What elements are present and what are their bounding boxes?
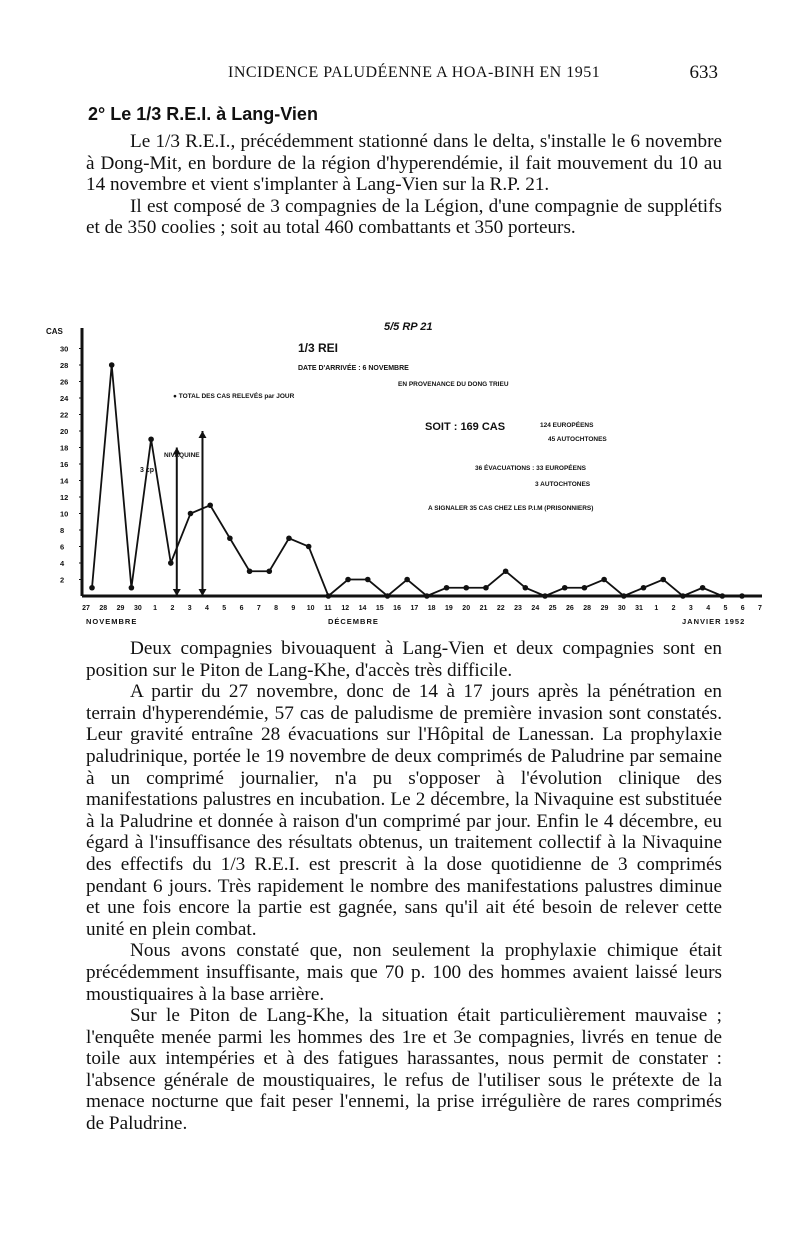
chart-annotation: EN PROVENANCE DU DONG TRIEU (398, 381, 509, 388)
x-tick-label: 5 (723, 605, 728, 612)
y-tick-label: 12 (60, 493, 69, 502)
data-point (680, 593, 686, 599)
x-tick-label: 11 (324, 605, 332, 612)
x-tick-label: 21 (479, 605, 488, 612)
body-text-top (86, 131, 722, 239)
paragraph: A partir du 27 novembre, donc de 14 à 17 jours après la pénétration en terrain d'hyperendémie, 57 cas de paludisme de première invasion sont constatés. Leur gravité entraîne 28 évacuations sur l'Hôpital de Lanessan. La prophylaxie paludrinique, portée le 19 novembre de deux comprimés de Paludrine par semaine à un comprimé journalier, n'a pu s'opposer à l'évolution clinique des manifestations palustres en incubation. Le 2 décembre, la Nivaquine est substituée à la Paludrine et donnée à raison d'un comprimé par jour. Enfin le 4 décembre, eu égard à l'insuffisance des résultats obtenus, un traitement collectif à la Nivaquine des effectifs du 1/3 R.E.I. est prescrit à la dose quotidienne de 3 comprimés pendant 6 jours. Très rapidement le nombre des manifestations palustres diminue et une fois encore la partie est gagnée, sans qu'il ait été besoin de relever cette unité en plein combat. (86, 681, 722, 940)
data-point (385, 593, 391, 599)
x-tick-label: 3 (187, 605, 192, 612)
treatment-arrow-head (198, 431, 206, 438)
data-point (720, 593, 726, 599)
x-tick-label: 3 (688, 605, 693, 612)
data-point (523, 585, 529, 591)
x-tick-label: 12 (341, 605, 350, 612)
x-tick-label: 1 (153, 605, 158, 612)
x-tick-label: 9 (291, 605, 296, 612)
x-tick-label: 4 (205, 605, 209, 612)
y-tick-label: 6 (60, 542, 65, 552)
incidence-chart (40, 310, 770, 640)
x-tick-label: 23 (514, 605, 522, 612)
x-tick-label: 7 (256, 605, 261, 612)
y-tick-label: 16 (60, 460, 69, 469)
paragraph: Nous avons constaté que, non seulement la prophylaxie chimique était précédemment insuffisante, mais que 70 p. 100 des hommes avaient laissé leurs moustiquaires à la base arrière. (86, 940, 722, 1005)
chart-annotation: NIVAQUINE (164, 452, 200, 459)
chart-legend: ● TOTAL DES CAS RELEVÉS par JOUR (173, 393, 295, 400)
data-point (444, 585, 450, 591)
data-point (286, 535, 292, 541)
month-label: DÉCEMBRE (327, 617, 379, 626)
y-tick-label: 8 (60, 526, 65, 535)
x-tick-label: 30 (617, 605, 626, 612)
data-point (129, 585, 135, 591)
y-axis-label: CAS (46, 327, 63, 336)
data-point (89, 585, 95, 591)
data-point (188, 511, 194, 517)
data-point (582, 585, 588, 591)
x-tick-label: 22 (496, 605, 505, 612)
x-tick-label: 28 (583, 605, 592, 612)
data-point (424, 593, 430, 599)
data-point (168, 560, 174, 566)
paragraph: Il est composé de 3 compagnies de la Légion, d'une compagnie de supplétifs et de 350 coolies ; soit au total 460 combattants et 350 porteurs. (86, 195, 722, 239)
data-point (345, 577, 351, 583)
chart-annotation: A SIGNALER 35 CAS CHEZ LES P.I.M (PRISONNIERS) (428, 505, 594, 512)
y-tick-label: 10 (60, 509, 69, 519)
section-title: 2° Le 1/3 R.E.I. à Lang-Vien (88, 104, 318, 124)
data-point (601, 577, 607, 583)
chart-subtitle: 5/5 RP 21 (384, 321, 433, 333)
y-tick-label: 30 (60, 344, 69, 354)
data-point (660, 577, 666, 583)
chart-annotation: SOIT : 169 CAS (425, 421, 506, 433)
x-tick-label: 4 (706, 605, 711, 612)
data-point (207, 502, 213, 508)
data-point (621, 593, 627, 599)
chart-annotation: 45 AUTOCHTONES (548, 436, 607, 443)
data-point (266, 568, 272, 574)
x-tick-label: 14 (358, 605, 367, 612)
running-title: INCIDENCE PALUDÉENNE A HOA-BINH EN 1951 (228, 64, 601, 81)
x-tick-label: 20 (462, 605, 471, 612)
x-tick-label: 8 (274, 605, 279, 612)
x-tick-label: 6 (740, 605, 745, 612)
data-point (326, 593, 332, 599)
y-tick-label: 14 (60, 476, 69, 486)
paragraph: Sur le Piton de Lang-Khe, la situation était particulièrement mauvaise ; l'enquête menée parmi les hommes des 1re et 3e compagnies, livrés en tenue de toile aux intempéries et à des fatigues harassantes, nous permit de constater : l'absence générale de moustiquaires, le refus de l'utiliser sous le prétexte de la menace nocturne que fait peser l'ennemi, la prise irrégulière de rares comprimés de Paludrine. (86, 1005, 722, 1135)
chart-title: 1/3 REI (298, 341, 339, 355)
data-point (109, 362, 115, 368)
y-tick-label: 2 (60, 575, 65, 585)
x-tick-label: 18 (427, 605, 436, 612)
month-label: JANVIER 1952 (682, 617, 746, 626)
x-tick-label: 2 (170, 605, 175, 612)
data-point (483, 585, 489, 591)
x-tick-label: 19 (445, 605, 453, 612)
x-tick-label: 29 (116, 605, 125, 612)
x-tick-label: 1 (654, 605, 659, 612)
data-point (365, 577, 371, 583)
data-point (739, 593, 745, 599)
data-point (641, 585, 647, 591)
chart-annotation: 124 EUROPÉENS (540, 422, 594, 429)
x-tick-label: 2 (671, 605, 676, 612)
x-tick-label: 24 (531, 605, 540, 612)
x-tick-label: 28 (99, 605, 108, 612)
data-point (227, 535, 233, 541)
data-point (562, 585, 568, 591)
month-label: NOVEMBRE (86, 617, 138, 626)
y-tick-label: 22 (60, 410, 69, 420)
data-point (247, 568, 253, 574)
x-tick-label: 15 (375, 605, 384, 612)
chart-annotation: DATE D'ARRIVÉE : 6 NOVEMBRE (298, 365, 409, 372)
x-tick-label: 7 (758, 605, 762, 612)
page-number: 633 (689, 62, 718, 83)
y-tick-label: 24 (60, 394, 69, 403)
page-header (0, 62, 800, 86)
x-tick-label: 17 (410, 605, 419, 612)
x-tick-label: 31 (635, 605, 643, 612)
data-point (404, 577, 410, 583)
x-tick-label: 6 (239, 605, 244, 612)
x-tick-label: 10 (306, 605, 315, 612)
data-point (148, 436, 154, 442)
x-tick-label: 29 (600, 605, 609, 612)
y-tick-label: 26 (60, 377, 69, 387)
body-text-bottom (86, 638, 722, 1135)
x-tick-label: 26 (565, 605, 574, 612)
x-tick-label: 25 (548, 605, 557, 612)
chart-svg (40, 310, 770, 640)
x-tick-label: 27 (82, 605, 90, 612)
y-tick-label: 18 (60, 443, 69, 453)
data-point (542, 593, 548, 599)
x-tick-label: 16 (393, 605, 401, 612)
paragraph: Deux compagnies bivouaquent à Lang-Vien et deux compagnies sont en position sur le Piton de Lang-Khe, d'accès très difficile. (86, 638, 722, 681)
chart-annotation: 36 ÉVACUATIONS : 33 EUROPÉENS (475, 465, 587, 472)
x-tick-label: 5 (222, 605, 227, 612)
y-tick-label: 4 (60, 559, 65, 568)
data-point (503, 568, 509, 574)
chart-annotation: 3 AUTOCHTONES (535, 481, 591, 488)
data-point (306, 544, 312, 550)
chart-annotation: 3 cp (140, 467, 155, 474)
y-tick-label: 28 (60, 361, 69, 370)
y-tick-label: 20 (60, 427, 69, 436)
x-tick-label: 30 (133, 605, 142, 612)
paragraph: Le 1/3 R.E.I., précédemment stationné dans le delta, s'installe le 6 novembre à Dong-Mit, en bordure de la région d'hyperendémie, il fait mouvement du 10 au 14 novembre et vient s'implanter à Lang-Vien sur la R.P. 21. (86, 131, 722, 196)
data-point (463, 585, 469, 591)
data-point (700, 585, 706, 591)
